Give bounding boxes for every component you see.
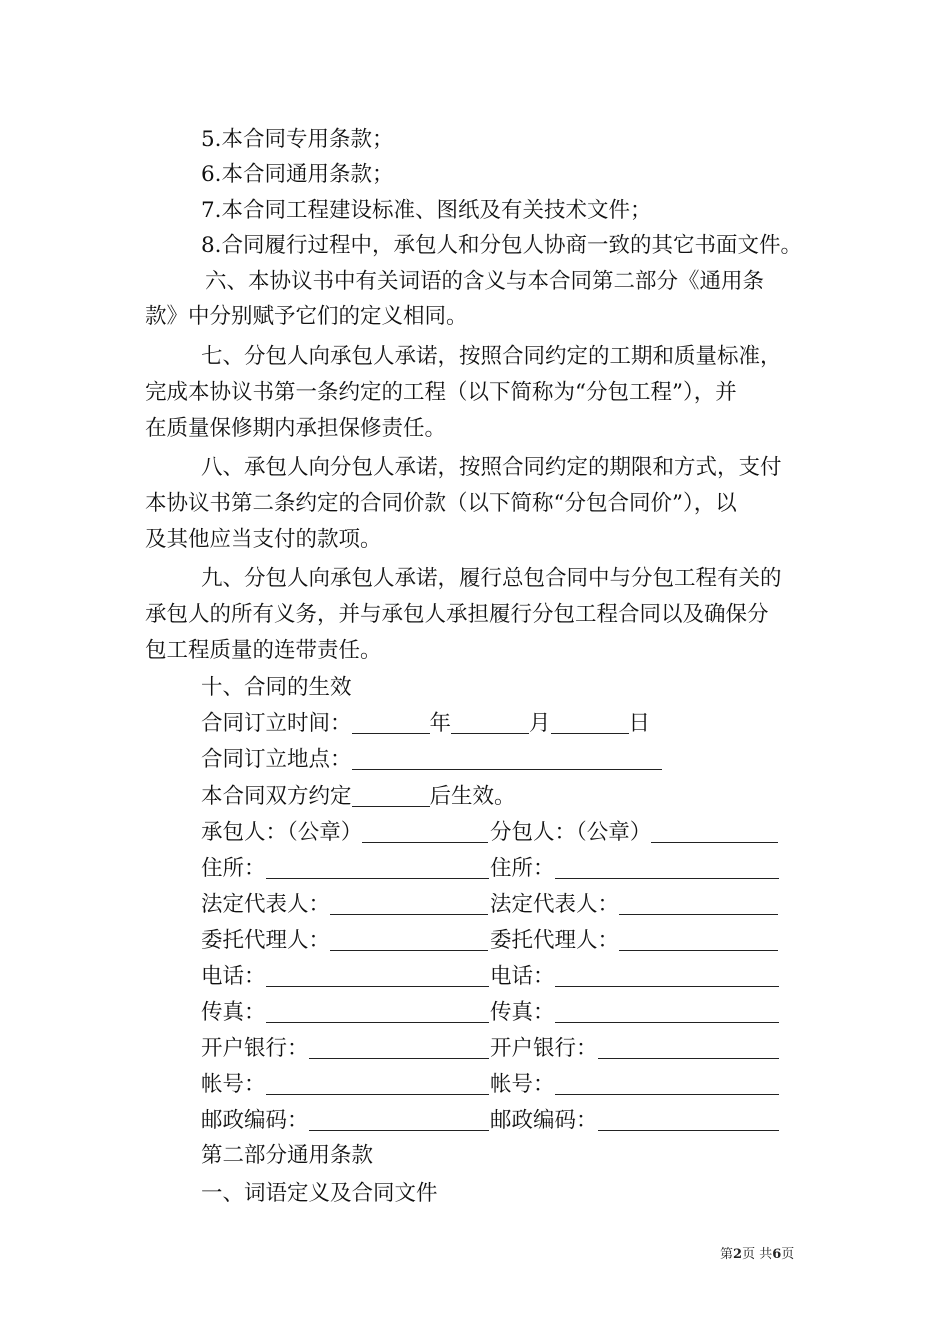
paragraph-nine-line: 九、分包人向承包人承诺，履行总包合同中与分包工程有关的 bbox=[201, 566, 782, 591]
left-party-blank bbox=[266, 1070, 489, 1095]
right-party-field bbox=[490, 851, 779, 887]
right-party-label: 传真： bbox=[490, 1000, 555, 1025]
right-party-blank bbox=[555, 962, 779, 987]
footer-page-number: 2 bbox=[733, 1247, 743, 1262]
paragraph-eight-line: 八、承包人向分包人承诺，按照合同约定的期限和方式，支付 bbox=[201, 455, 782, 480]
left-party-field bbox=[201, 1067, 489, 1103]
left-party-field bbox=[201, 1103, 489, 1139]
footer-post: 页 bbox=[781, 1247, 795, 1262]
left-party-label: 电话： bbox=[201, 964, 266, 989]
right-party-blank bbox=[651, 818, 778, 843]
effect-blank bbox=[352, 782, 430, 807]
right-party-field bbox=[490, 923, 778, 959]
right-party-label: 电话： bbox=[490, 964, 555, 989]
right-party-field bbox=[490, 995, 779, 1031]
left-party-label: 帐号： bbox=[201, 1072, 266, 1097]
section-ten-title: 十、合同的生效 bbox=[201, 675, 352, 700]
paragraph-seven-line: 完成本协议书第一条约定的工程（以下简称为“分包工程”），并 bbox=[145, 380, 737, 405]
left-party-blank bbox=[266, 854, 489, 879]
day-label: 日 bbox=[628, 711, 651, 736]
right-party-blank bbox=[555, 998, 779, 1023]
right-party-field bbox=[490, 815, 778, 851]
part-two-title: 第二部分通用条款 bbox=[201, 1143, 374, 1168]
right-party-blank bbox=[619, 926, 778, 951]
left-party-field bbox=[201, 995, 489, 1031]
right-party-field bbox=[490, 1067, 779, 1103]
sign-time-label: 合同订立时间： bbox=[201, 711, 352, 736]
left-party-field bbox=[201, 923, 488, 959]
left-party-label: 法定代表人： bbox=[201, 892, 331, 917]
footer-pre: 第 bbox=[720, 1247, 734, 1262]
month-label: 月 bbox=[529, 711, 551, 736]
effect-row bbox=[201, 779, 516, 815]
paragraph-eight-line: 本协议书第二条约定的合同价款（以下简称“分包合同价”），以 bbox=[145, 491, 737, 516]
sign-time-row bbox=[201, 706, 650, 742]
right-party-label: 住所： bbox=[490, 856, 555, 881]
right-party-label: 开户银行： bbox=[490, 1036, 598, 1061]
left-party-blank bbox=[330, 926, 488, 951]
left-party-blank bbox=[266, 998, 489, 1023]
paragraph-eight-line: 及其他应当支付的款项。 bbox=[145, 527, 382, 552]
right-party-field bbox=[490, 959, 779, 995]
left-party-label: 住所： bbox=[201, 856, 266, 881]
right-party-blank bbox=[555, 854, 779, 879]
day-blank bbox=[551, 709, 629, 734]
list-item: 7.本合同工程建设标准、图纸及有关技术文件； bbox=[201, 198, 652, 223]
section-one-title: 一、词语定义及合同文件 bbox=[201, 1181, 438, 1206]
left-party-label: 传真： bbox=[201, 1000, 266, 1025]
right-party-blank bbox=[555, 1070, 779, 1095]
footer-mid: 页 共 bbox=[742, 1247, 773, 1262]
right-party-field bbox=[490, 1031, 779, 1067]
left-party-blank bbox=[362, 818, 488, 843]
paragraph-seven-line: 七、分包人向承包人承诺，按照合同约定的工期和质量标准， bbox=[201, 344, 782, 369]
sign-place-blank bbox=[352, 745, 662, 770]
effect-suffix: 后生效。 bbox=[429, 784, 516, 809]
left-party-field bbox=[201, 959, 489, 995]
left-party-blank bbox=[266, 962, 489, 987]
paragraph-six-line: 款》中分别赋予它们的定义相同。 bbox=[145, 304, 468, 329]
left-party-field bbox=[201, 887, 488, 923]
year-blank bbox=[352, 709, 430, 734]
left-party-label: 委托代理人： bbox=[201, 928, 331, 953]
left-party-label: 承包人：（公章） bbox=[201, 820, 363, 845]
left-party-field bbox=[201, 815, 488, 851]
month-blank bbox=[451, 709, 529, 734]
sign-place-label: 合同订立地点： bbox=[201, 747, 352, 772]
paragraph-nine-line: 包工程质量的连带责任。 bbox=[145, 638, 382, 663]
paragraph-seven-line: 在质量保修期内承担保修责任。 bbox=[145, 416, 447, 441]
right-party-blank bbox=[598, 1034, 779, 1059]
right-party-field bbox=[490, 887, 778, 923]
right-party-field bbox=[490, 1103, 779, 1139]
paragraph-six-line: 六、本协议书中有关词语的含义与本合同第二部分《通用条 bbox=[205, 269, 765, 294]
right-party-label: 邮政编码： bbox=[490, 1108, 598, 1133]
left-party-blank bbox=[309, 1106, 489, 1131]
right-party-label: 法定代表人： bbox=[490, 892, 620, 917]
left-party-blank bbox=[309, 1034, 489, 1059]
left-party-field bbox=[201, 1031, 489, 1067]
left-party-field bbox=[201, 851, 489, 887]
list-item: 5.本合同专用条款； bbox=[201, 127, 394, 152]
right-party-label: 帐号： bbox=[490, 1072, 555, 1097]
list-item: 6.本合同通用条款； bbox=[201, 162, 394, 187]
left-party-label: 开户银行： bbox=[201, 1036, 309, 1061]
year-label: 年 bbox=[429, 711, 452, 736]
right-party-label: 委托代理人： bbox=[490, 928, 620, 953]
left-party-blank bbox=[330, 890, 488, 915]
right-party-blank bbox=[598, 1106, 779, 1131]
right-party-label: 分包人：（公章） bbox=[490, 820, 652, 845]
effect-prefix: 本合同双方约定 bbox=[201, 784, 352, 809]
paragraph-nine-line: 承包人的所有义务，并与承包人承担履行分包工程合同以及确保分 bbox=[145, 602, 769, 627]
list-item: 8.合同履行过程中，承包人和分包人协商一致的其它书面文件。 bbox=[201, 233, 803, 258]
page-footer bbox=[720, 1245, 794, 1265]
sign-place-row bbox=[201, 742, 662, 778]
right-party-blank bbox=[619, 890, 778, 915]
left-party-label: 邮政编码： bbox=[201, 1108, 309, 1133]
footer-total-pages: 6 bbox=[772, 1247, 782, 1262]
